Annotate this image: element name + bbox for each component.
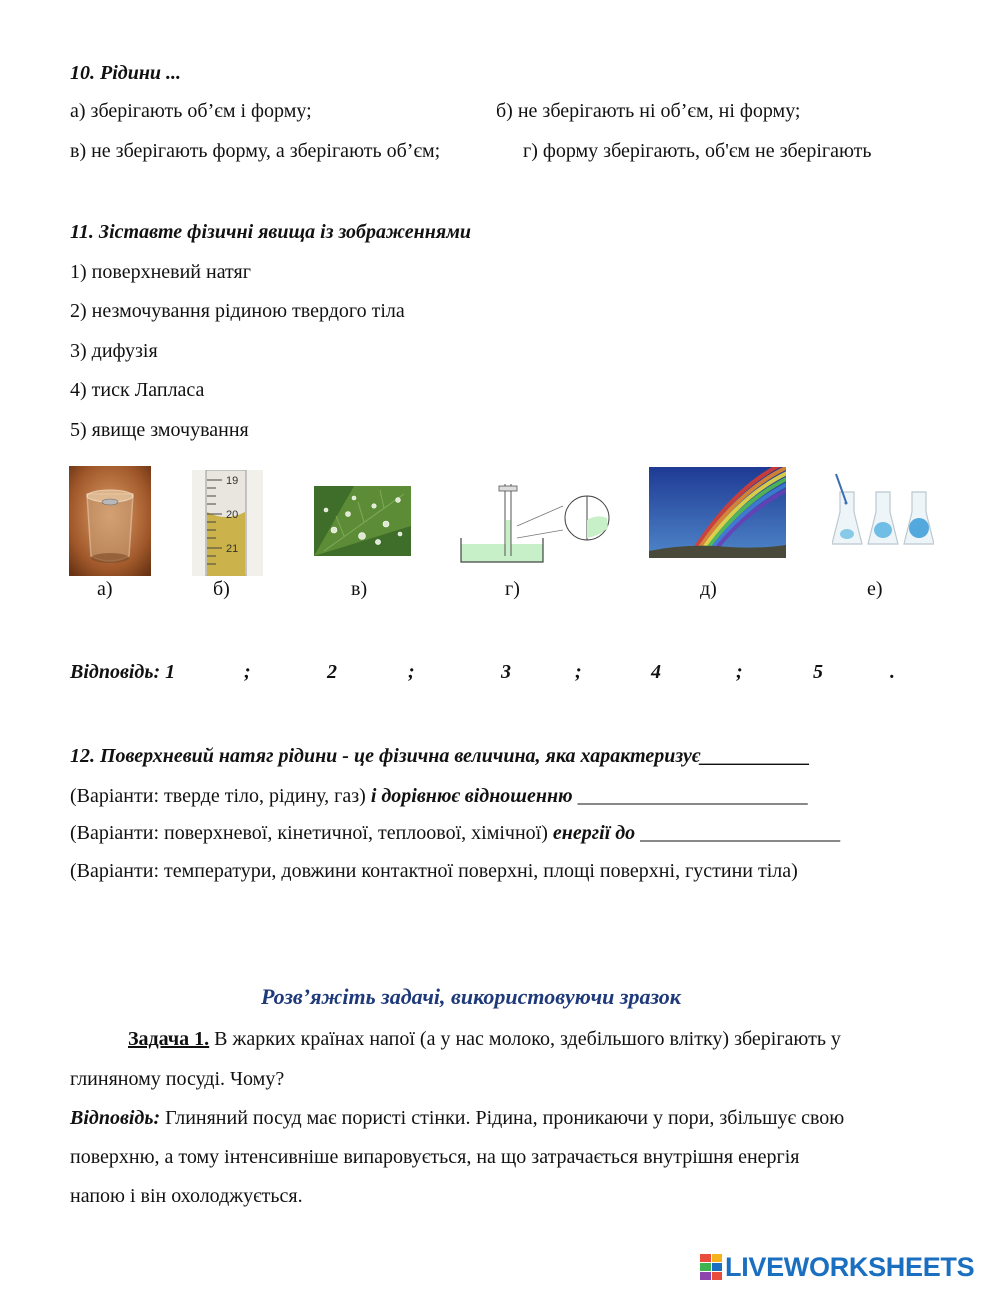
q12-line-2 [70, 785, 808, 808]
answer-sep-4: ; [736, 661, 743, 683]
q12-blank-3: ____________________ [640, 822, 841, 844]
image-graduated-tube [192, 470, 263, 576]
q12-variants-1: (Варіанти: тверде тіло, рідину, газ) [70, 785, 366, 807]
image-leaf-droplets [314, 486, 411, 556]
task-1-line-1 [128, 1028, 841, 1051]
task-1-answer-b: поверхню, а тому інтенсивніше випаровується, на що затрачається внутрішня енергія [70, 1146, 800, 1168]
task-1-text-a: В жарких країнах напої (а у нас молоко, здебільшого влітку) зберігають у [214, 1028, 841, 1050]
ruler-mark-20: 20 [226, 509, 239, 521]
q10-title: 10. Рідини ... [70, 62, 182, 84]
image-capillary-diagram [459, 480, 613, 566]
answer-sep-2: ; [408, 661, 415, 683]
answer-num-2: 2 [327, 661, 337, 683]
image-coin-in-glass [69, 466, 151, 576]
q12-statement: 12. Поверхневий натяг рідини - це фізична величина, яка характеризує [70, 745, 701, 767]
q12-variants-2: (Варіанти: поверхневої, кінетичної, теплоової, хімічної) [70, 822, 548, 844]
answer-sep-3: ; [575, 661, 582, 683]
task-1-text-b: глиняному посуді. Чому? [70, 1068, 285, 1090]
answer-end: . [890, 661, 895, 683]
logo-text: LIVEWORKSHEETS [725, 1251, 975, 1282]
q10-option-a: а) зберігають об’єм і форму; [70, 100, 312, 122]
caption-d: д) [700, 578, 717, 600]
q12-blank-2: _______________________ [577, 785, 808, 807]
task-1-answer-a: Глиняний посуд має пористі стінки. Рідина, проникаючи у пори, збільшує свою [165, 1107, 845, 1129]
q11-item-1: 1) поверхневий натяг [70, 261, 251, 283]
task-1-answer-line-1 [70, 1107, 844, 1130]
q12-line-1 [70, 745, 810, 768]
caption-e: е) [867, 578, 883, 600]
answer-num-3: 3 [501, 661, 511, 683]
q12-line-3 [70, 822, 840, 845]
ruler-mark-19: 19 [226, 475, 239, 487]
q12-blank-1: ___________ [700, 745, 811, 767]
q10-option-g: г) форму зберігають, об'єм не зберігають [523, 140, 872, 162]
image-rainbow [649, 467, 786, 558]
caption-a: а) [97, 578, 113, 600]
q11-item-3: 3) дифузія [70, 340, 158, 362]
task-1-label: Задача 1. [128, 1028, 210, 1050]
q11-item-2: 2) незмочування рідиною твердого тіла [70, 300, 405, 322]
q12-energy-text: енергії до [552, 822, 636, 844]
liveworksheets-logo [700, 1252, 974, 1282]
q10-option-v: в) не зберігають форму, а зберігають об’єм; [70, 140, 441, 162]
answer-num-4: 4 [651, 661, 661, 683]
logo-cube-icon [700, 1254, 722, 1280]
q11-item-5: 5) явище змочування [70, 419, 249, 441]
q11-title: 11. Зіставте фізичні явища із зображеннями [70, 221, 472, 243]
q12-ratio-text: і дорівнює відношенню [370, 785, 573, 807]
tasks-heading: Розв’яжіть задачі, використовуючи зразок [261, 984, 681, 1009]
q11-item-4: 4) тиск Лапласа [70, 379, 205, 401]
q11-answer-label: Відповідь: 1 [70, 661, 176, 683]
caption-v: в) [351, 578, 368, 600]
image-diffusion-flasks [832, 472, 934, 552]
answer-sep-1: ; [244, 661, 251, 683]
task-1-answer-label: Відповідь: [70, 1107, 161, 1129]
task-1-answer-c: напою і він охолоджується. [70, 1185, 303, 1207]
ruler-mark-21: 21 [226, 543, 239, 555]
answer-num-5: 5 [813, 661, 823, 683]
q10-option-b: б) не зберігають ні об’єм, ні форму; [496, 100, 801, 122]
caption-b: б) [213, 578, 230, 600]
caption-g: г) [505, 578, 520, 600]
q12-variants-3: (Варіанти: температури, довжини контактної поверхні, площі поверхні, густини тіла) [70, 860, 798, 882]
